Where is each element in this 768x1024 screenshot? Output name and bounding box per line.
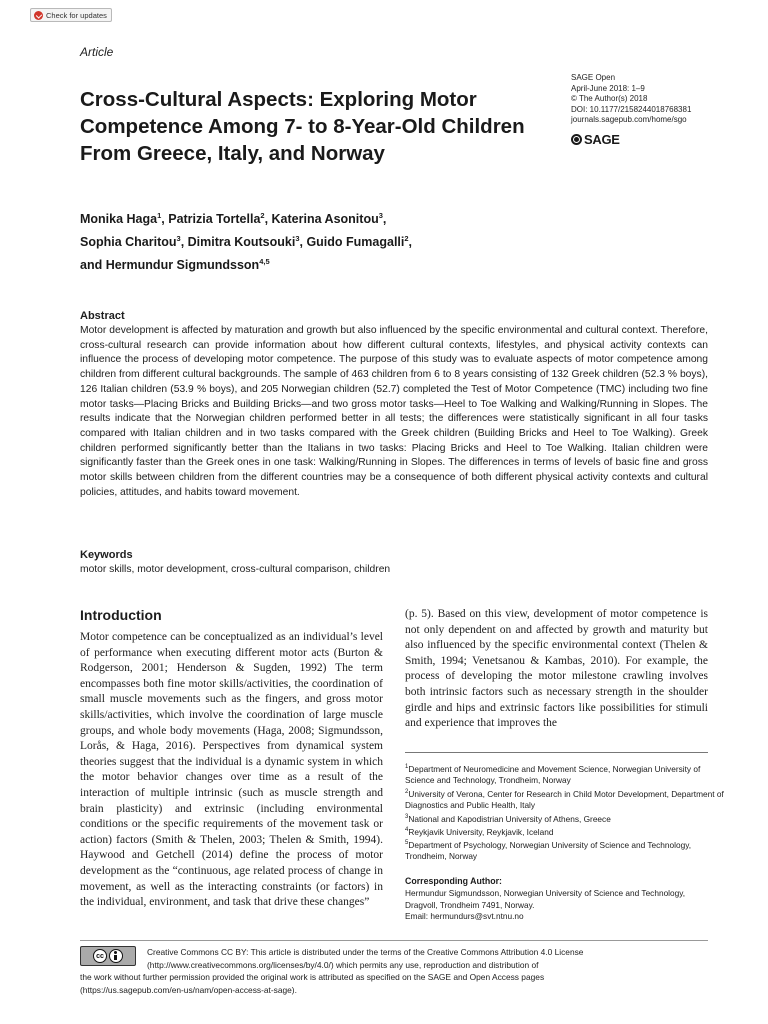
license-line[interactable]: (http://www.creativecommons.org/licenses/by/4.0/) which permits any use, reproduction and distribution of xyxy=(147,959,539,970)
check-for-updates-badge[interactable] xyxy=(30,8,112,22)
author: Sophia Charitou$^3$ xyxy=(80,234,181,250)
abstract-text: Motor development is affected by maturation and growth but also influenced by the specific environmental and cultural context. Therefore, cross-cultural research can provide information about how different cultural contexts, lifestyles, and physical activity contexts can influence the process of developing motor competence. The purpose of this study was to evaluate aspects of motor competence among children from different cultural backgrounds. The sample of 463 children from 6 to 8 years consisting of 132 Greek children (52.3 % boys), 126 Italian children (53.9 % boys), and 205 Norwegian children (52.7) completed the Test of Motor Competence (TMC) including two fine motor tasks—Placing Bricks and Building Bricks—and two gross motor tasks—Heel to Toe Walking and Walking/Running in Slopes. The results indicate that the Norwegian children performed better in all tests; the differences were statistically significant in all four tasks compared with Italian children and in two tasks compared with the Greek children (Building Bricks and Heel to Toe Walking). Greek children performed significantly better than the Italians in two tasks: Placing Bricks and Heel to Toe Walking. Italian children were significantly faster than the Greek ones in one task: Walking/Running in Slopes. The differences in terms of levels of basic fine and gross motor skills between children from the different countries may be a consequence of both different physical activity contexts and cultural policies, attitudes, and habits toward movement. xyxy=(80,325,708,498)
license-line: the work without further permission provided the original work is attributed as specified on the SAGE and Open Access pages xyxy=(80,972,545,982)
sage-logo-text: SAGE xyxy=(584,132,620,147)
author: Monika Haga$^1$ xyxy=(80,211,162,227)
keywords-heading: Keywords xyxy=(80,549,133,561)
license-line[interactable]: (https://us.sagepub.com/en-us/nam/open-access-at-sage). xyxy=(80,984,297,995)
journal-url[interactable]: journals.sagepub.com/home/sgo xyxy=(571,115,687,124)
journal-issue: April-June 2018: 1–9 xyxy=(571,83,645,93)
footnote-divider xyxy=(405,752,708,753)
check-update-icon xyxy=(34,11,43,20)
license-text xyxy=(80,946,680,996)
keywords-text: motor skills, motor development, cross-cultural comparison, children xyxy=(80,564,391,575)
affiliation-item: $^4$Reykjavik University, Reykjavik, Iceland xyxy=(405,826,554,837)
author: Katerina Asonitou$^3$ xyxy=(271,211,383,227)
intro-right-column: (p. 5). Based on this view, development of motor competence is not only dependent on and affected by growth and maturity but also influenced by the specific environmental context (Thelen & Smith, 1994; Venetsanou & Kambas, 2010). For example, the process of developing the motor milestone crawling involves both intrinsic factors such as necessary strength in the shoulder girdle and hips and extrinsic factors like possibilities for stimuli and experience that improves the xyxy=(405,608,708,730)
journal-name: SAGE Open xyxy=(571,73,616,82)
journal-meta xyxy=(571,73,751,126)
introduction-heading: Introduction xyxy=(80,607,162,623)
author: Hermundur Sigmundsson$^{4,5}$ xyxy=(105,257,270,273)
affiliation-item: $^5$Department of Psychology, Norwegian University of Science and Technology, Trondheim, Norway xyxy=(405,839,692,862)
cc-icon: cc xyxy=(93,949,107,963)
abstract-heading: Abstract xyxy=(80,310,125,322)
copyright: © The Author(s) 2018 xyxy=(571,94,648,103)
license-line: Creative Commons CC BY: This article is distributed under the terms of the Creative Commons Attribution 4.0 License xyxy=(147,947,584,957)
intro-left-column: Motor competence can be conceptualized as an individual’s level of performance when executing different motor acts (Burton & Rodgerson, 2001; Henderson & Sugden, 1992) The term encompasses both fine motor skills/activities, the coordination of small muscle movements such as the fingers, and gross motor skills/activities, which involve the coordination of large muscle groups, and whole body movements (Haga, 2008; Sigmundsson, Lorås, & Haga, 2016). Perspectives from dynamical system theories suggest that the individual is a dynamic system in which the motor behavior changes over time as a result of the interaction of multiple intrinsic (such as muscle strength and brain plasticity) and extrinsic (including environmental conditions or the specific requirements of the movement task or action) factors (Smith & Thelen, 2003; Thelen & Smith, 1994). Haywood and Getchell (2014) define the process of motor development as the “continuous, age related process of change in movement, as well as the interacting constraints (or factors) in the individual, environment, and task that drive these changes” xyxy=(80,631,383,909)
author: Dimitra Koutsouki$^3$ xyxy=(187,234,300,250)
author: Guido Fumagalli$^2$ xyxy=(306,234,409,250)
license-divider xyxy=(80,940,708,941)
sage-logo xyxy=(571,132,620,147)
author: Patrizia Tortella$^2$ xyxy=(168,211,265,227)
sage-logo-icon xyxy=(571,134,582,145)
check-for-updates-label: Check for updates xyxy=(46,10,107,20)
affiliations xyxy=(405,762,725,863)
corresponding-email[interactable]: Email: hermundurs@svt.ntnu.no xyxy=(405,911,524,921)
corresponding-author xyxy=(405,888,705,923)
corresponding-address: Hermundur Sigmundsson, Norwegian University of Science and Technology, Dragvoll, Trondheim 7491, Norway. xyxy=(405,888,686,910)
doi[interactable]: DOI: 10.1177/2158244018768381 xyxy=(571,104,692,114)
corresponding-author-heading: Corresponding Author: xyxy=(405,876,502,886)
affiliation-item: $^3$National and Kapodistrian University of Athens, Greece xyxy=(405,813,611,824)
affiliation-item: $^1$Department of Neuromedicine and Movement Science, Norwegian University of Science and Technology, Trondheim, Norway xyxy=(405,763,701,786)
affiliation-item: $^2$University of Verona, Center for Research in Child Motor Development, Department of Diagnostics and Public Health, Italy xyxy=(405,788,724,811)
paper-title: Cross-Cultural Aspects: Exploring Motor Competence Among 7- to 8-Year-Old Children From Greece, Italy, and Norway xyxy=(80,88,525,165)
author-list: Monika Haga$^1$, Patrizia Tortella$^2$, Katerina Asonitou$^3$, Sophia Charitou$^3$, Dimitra Koutsouki$^3$, Guido Fumagalli$^2$, and Hermundur Sigmundsson$^{4,5}$ xyxy=(80,211,413,273)
article-type: Article xyxy=(80,45,114,59)
